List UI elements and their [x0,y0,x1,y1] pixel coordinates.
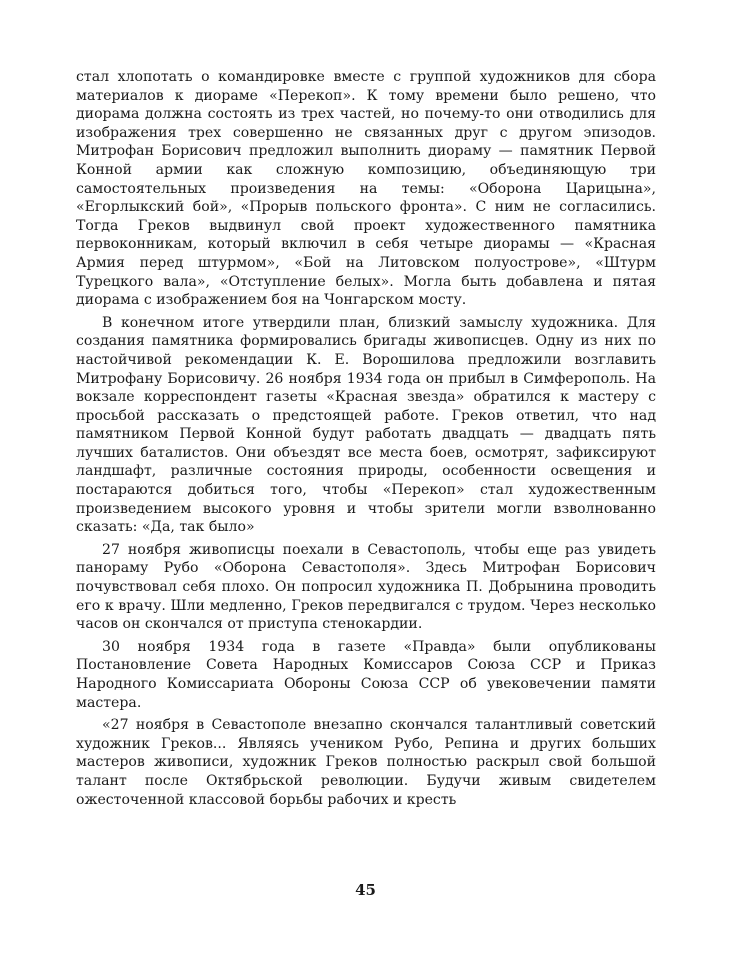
paragraph-3: 27 ноября живописцы поехали в Севастополь, чтобы еще раз увидеть панораму Рубо «Оборона Севастополя». Здесь Митрофан Борисович почувствовал себя плохо. Он попросил художника П. Добрынина проводить его к врачу. Шли медленно, Греков передвигался с трудом. Через несколько часов он скончался от приступа стенокардии. [76,541,656,633]
paragraph-1: стал хлопотать о командировке вместе с группой художников для сбора материалов к диораме «Перекоп». К тому времени было решено, что диорама должна состоять из трех частей, но почему-то они отводились для изображения трех совершенно не связанных друг с другом эпизодов. Митрофан Борисович предложил выполнить диораму — памятник Первой Конной армии как сложную композицию, объединяющую три самостоятельных произведения на темы: «Оборона Царицына», «Егорлыкский бой», «Прорыв польского фронта». С ним не согласились. Тогда Греков выдвинул свой проект художественного памятника первоконникам, который включил в себя четыре диорамы — «Красная Армия перед штурмом», «Бой на Литовском полуострове», «Штурм Турецкого вала», «Отступление белых». Могла быть добавлена и пятая диорама с изображением боя на Чонгарском мосту. [76,69,656,309]
page-number: 45 [355,881,376,899]
body-text [76,68,656,809]
paragraph-2: В конечном итоге утвердили план, близкий замыслу художника. Для создания памятника формировались бригады живописцев. Одну из них по настойчивой рекомендации К. Е. Ворошилова предложили возглавить Митрофану Борисовичу. 26 ноября 1934 года он прибыл в Симферополь. На вокзале корреспондент газеты «Красная звезда» обратился к мастеру с просьбой рассказать о предстоящей работе. Греков ответил, что над памятником Первой Конной будут работать двадцать — двадцать пять лучших баталистов. Они объездят все места боев, осмотрят, зафиксируют ландшафт, различные состояния природы, особенности освещения и постараются добиться того, чтобы «Перекоп» стал художественным произведением высокого уровня и чтобы зрители могли взволнованно сказать: «Да, так было» [76,314,656,536]
paragraph-5: «27 ноября в Севастополе внезапно скончался талантливый советский художник Греков... Являясь учеником Рубо, Репина и других больших мастеров живописи, художник Греков полностью раскрыл свой большой талант после Октябрьской революции. Будучи живым свидетелем ожесточенной классовой борьбы рабочих и кресть [76,717,656,808]
paragraph-4: 30 ноября 1934 года в газете «Правда» были опубликованы Постановление Совета Народных Комиссаров Союза ССР и Приказ Народного Комиссариата Обороны Союза ССР об увековечении памяти мастера. [76,638,656,711]
